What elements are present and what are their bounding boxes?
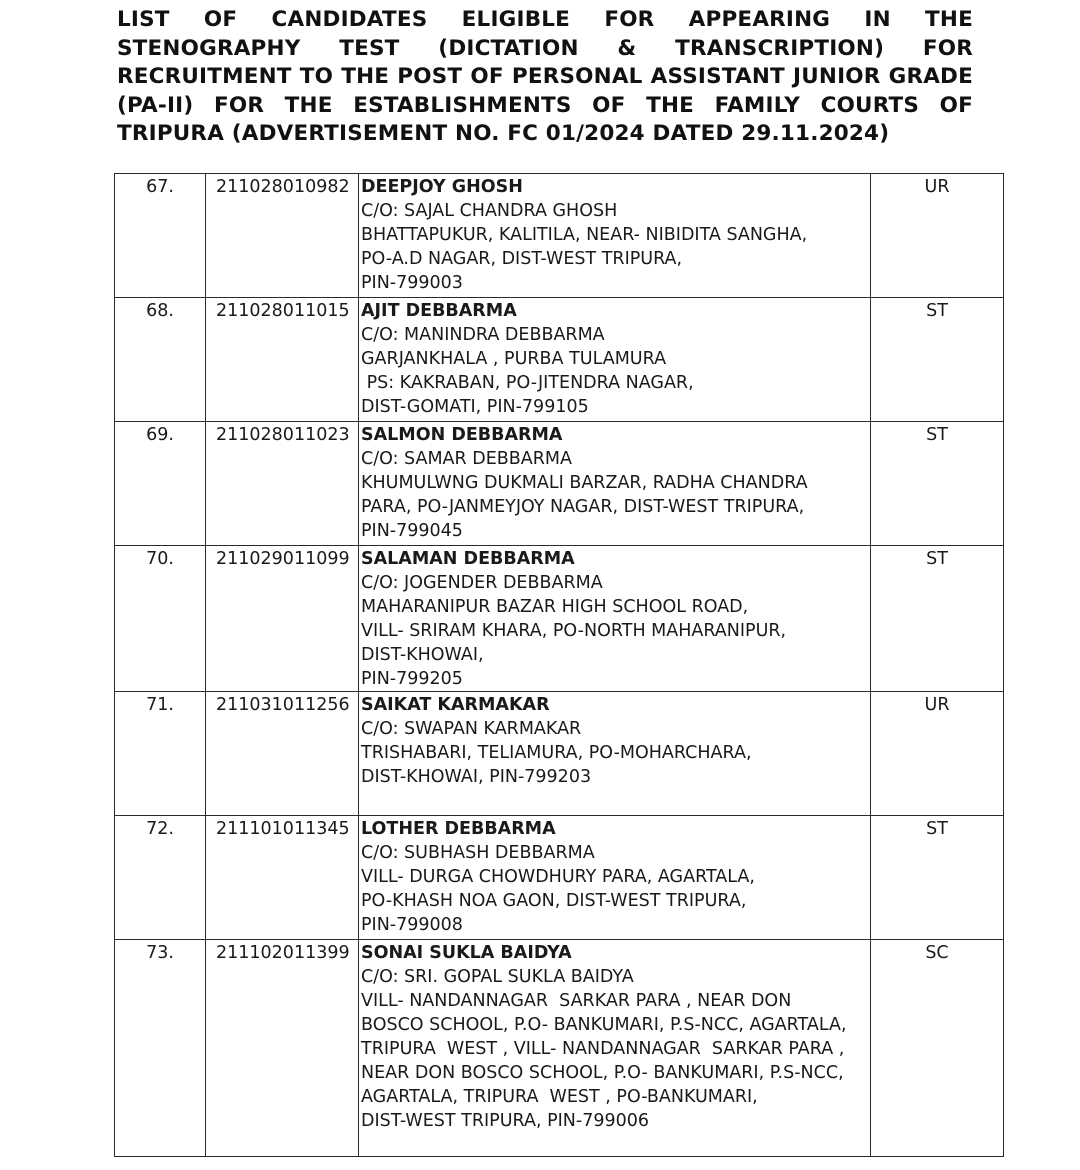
candidate-name: SALAMAN DEBBARMA [361,549,575,569]
candidate-name: SONAI SUKLA BAIDYA [361,943,572,963]
serial-number: 68. [115,298,206,422]
roll-number: 211028010982 [206,174,359,298]
candidate-name: SAIKAT KARMAKAR [361,695,550,715]
candidate-row [115,940,1004,1157]
candidate-name: SALMON DEBBARMA [361,425,563,445]
roll-number: 211031011256 [206,692,359,816]
address-line: VILL- DURGA CHOWDHURY PARA, AGARTALA, [361,867,755,887]
address-line: NEAR DON BOSCO SCHOOL, P.O- BANKUMARI, P.S-NCC, [361,1063,844,1083]
serial-number: 70. [115,546,206,692]
candidate-details [359,816,871,940]
serial-number: 73. [115,940,206,1157]
candidate-name: DEEPJOY GHOSH [361,177,523,197]
candidate-name: AJIT DEBBARMA [361,301,517,321]
address-line: AGARTALA, TRIPURA WEST , PO-BANKUMARI, [361,1087,758,1107]
address-line: C/O: SWAPAN KARMAKAR [361,719,582,739]
document-heading: LIST OF CANDIDATES ELIGIBLE FOR APPEARING IN THE STENOGRAPHY TEST (DICTATION & TRANSCRIPTION) FOR RECRUITMENT TO THE POST OF PERSONAL ASSISTANT JUNIOR GRADE (PA-II) FOR THE ESTABLISHMENTS OF THE FAMILY COURTS OF TRIPURA (ADVERTISEMENT NO. FC 01/2024 DATED 29.11.2024) [117,7,973,146]
address-line: PIN-799045 [361,521,463,541]
candidate-row [115,816,1004,940]
category: SC [871,940,1004,1157]
serial-number: 71. [115,692,206,816]
candidate-name: LOTHER DEBBARMA [361,819,556,839]
address-line: DIST-WEST TRIPURA, PIN-799006 [361,1111,649,1131]
serial-number: 67. [115,174,206,298]
address-line: PO-A.D NAGAR, DIST-WEST TRIPURA, [361,249,683,269]
address-line: DIST-KHOWAI, PIN-799203 [361,767,592,787]
address-line: KHUMULWNG DUKMALI BARZAR, RADHA CHANDRA [361,473,808,493]
category: ST [871,816,1004,940]
address-line: BOSCO SCHOOL, P.O- BANKUMARI, P.S-NCC, AGARTALA, [361,1015,847,1035]
address-line: TRIPURA WEST , VILL- NANDANNAGAR SARKAR PARA , [361,1039,845,1059]
category: ST [871,422,1004,546]
category: ST [871,298,1004,422]
address-line: DIST-KHOWAI, [361,645,484,665]
address-line: PIN-799205 [361,669,463,689]
candidate-row [115,174,1004,298]
category: ST [871,546,1004,692]
address-line: TRISHABARI, TELIAMURA, PO-MOHARCHARA, [361,743,752,763]
candidate-row [115,422,1004,546]
address-line: C/O: SAJAL CHANDRA GHOSH [361,201,618,221]
candidate-details [359,298,871,422]
roll-number: 211101011345 [206,816,359,940]
address-line: BHATTAPUKUR, KALITILA, NEAR- NIBIDITA SANGHA, [361,225,808,245]
address-line: MAHARANIPUR BAZAR HIGH SCHOOL ROAD, [361,597,749,617]
address-line: PIN-799003 [361,273,463,293]
address-line: C/O: MANINDRA DEBBARMA [361,325,605,345]
candidate-row [115,692,1004,816]
roll-number: 211028011015 [206,298,359,422]
roll-number: 211029011099 [206,546,359,692]
candidate-details [359,940,871,1157]
category: UR [871,692,1004,816]
address-line: C/O: SAMAR DEBBARMA [361,449,572,469]
roll-number: 211028011023 [206,422,359,546]
candidates-table [114,173,1004,1157]
candidate-details [359,174,871,298]
address-line: PS: KAKRABAN, PO-JITENDRA NAGAR, [361,373,694,393]
serial-number: 72. [115,816,206,940]
candidate-details [359,546,871,692]
address-line: GARJANKHALA , PURBA TULAMURA [361,349,667,369]
address-line: C/O: SUBHASH DEBBARMA [361,843,595,863]
candidate-row [115,546,1004,692]
address-line: PO-KHASH NOA GAON, DIST-WEST TRIPURA, [361,891,747,911]
address-line: PARA, PO-JANMEYJOY NAGAR, DIST-WEST TRIPURA, [361,497,805,517]
address-line: C/O: SRI. GOPAL SUKLA BAIDYA [361,967,634,987]
address-line: VILL- SRIRAM KHARA, PO-NORTH MAHARANIPUR, [361,621,787,641]
address-line: C/O: JOGENDER DEBBARMA [361,573,603,593]
address-line: DIST-GOMATI, PIN-799105 [361,397,589,417]
serial-number: 69. [115,422,206,546]
candidate-details [359,422,871,546]
address-line: VILL- NANDANNAGAR SARKAR PARA , NEAR DON [361,991,792,1011]
candidate-row [115,298,1004,422]
address-line: PIN-799008 [361,915,463,935]
category: UR [871,174,1004,298]
roll-number: 211102011399 [206,940,359,1157]
candidate-details [359,692,871,816]
